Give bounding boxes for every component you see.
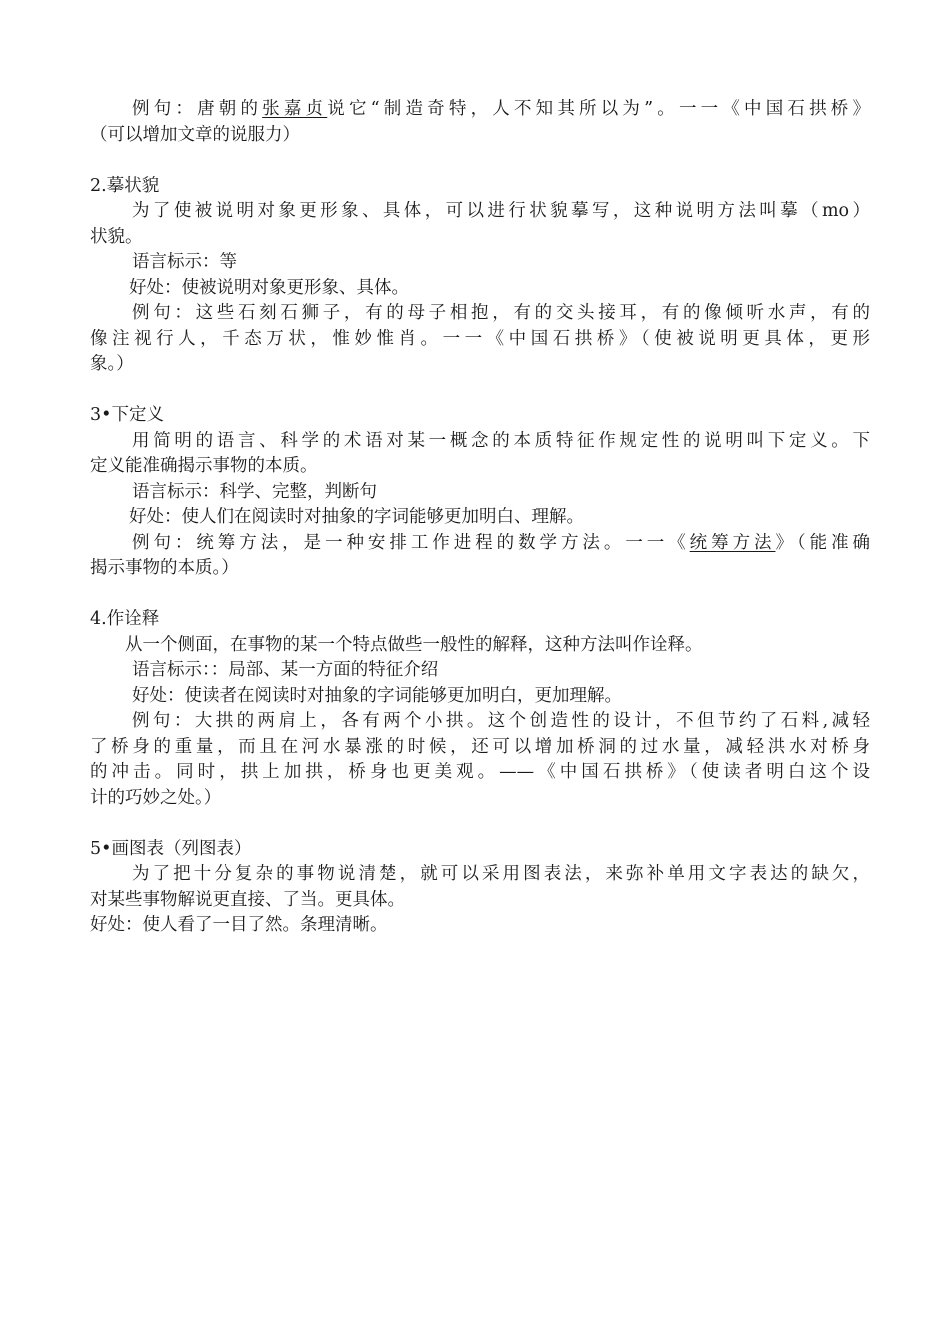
section-3-example-pre: 例句：统筹方法，是一种安排工作进程的数学方法。一一《 [132,532,690,553]
intro-example-continuation: （可以增加文章的说服力） [90,124,300,145]
section-5-heading: 5•画图表（列图表） [90,838,252,859]
section-4-example-4: 计的巧妙之处。） [90,787,222,808]
section-4-example-3: 的冲击。同时，拱上加拱，桥身也更美观。——《中国石拱桥》（使读者明白这个设 [90,762,870,782]
intro-example-pre: 例句：唐朝的 [132,99,263,119]
section-5-definition-1: 为了把十分复杂的事物说清楚，就可以采用图表法，来弥补单用文字表达的缺欠， [132,864,870,884]
intro-example-post: 说它“制造奇特，人不知其所以为”。一一《中国石拱桥》 [327,99,871,119]
section-3-example-1 [90,531,870,557]
section-2-example-1: 例句：这些石刻石狮子，有的母子相抱，有的交头接耳，有的像倾听水声，有的 [132,303,870,323]
section-3-example-post: 》（能准确 [775,532,871,553]
section-3-example-2: 揭示事物的本质。） [90,558,239,578]
section-5-benefit: 好处：使人看了一目了然。条理清晰。 [90,915,388,935]
section-3-benefit: 好处：使人们在阅读时对抽象的字词能够更加明白、理解。 [129,507,584,527]
spacer [90,148,870,174]
section-3-definition-2: 定义能准确揭示事物的本质。 [90,456,318,476]
section-4-heading: 4.作诠释 [90,609,160,629]
section-4-definition-1: 从一个侧面，在事物的某一个特点做些一般性的解释，这种方法叫作诠释。 [125,634,703,655]
spacer [90,582,870,608]
intro-example-line [90,97,870,123]
spacer [90,378,870,404]
section-4-example-2: 了桥身的重量，而且在河水暴涨的时候，还可以增加桥洞的过水量，减轻洪水对桥身 [90,736,870,757]
section-4-language-marker: 语言标示：：局部、某一方面的特征介绍 [132,660,439,680]
section-3-definition-1: 用简明的语言、科学的术语对某一概念的本质特征作规定性的说明叫下定义。下 [132,430,870,451]
tongchou-fangfa-link[interactable]: 统筹方法 [689,532,776,553]
section-2-benefit: 好处：使被说明对象更形象、具体。 [129,277,409,298]
section-5-definition-2: 对某些事物解说更直接、了当。更具体。 [90,889,405,910]
zhang-jiazhen-link[interactable]: 张嘉贞 [262,99,328,119]
section-4-example-1: 例句：大拱的两肩上，各有两个小拱。这个创造性的设计，不但节约了石料,减轻 [132,711,870,731]
section-2-example-2: 像注视行人，千态万状，惟妙惟肖。一一《中国石拱桥》（使被说明更具体，更形 [90,328,870,349]
section-3-language-marker: 语言标示：科学、完整，判断句 [132,481,377,502]
section-2-heading: 2.摹状貌 [90,175,160,196]
section-2-language-marker: 语言标示：等 [132,252,237,272]
section-2-example-3: 象。） [90,354,134,374]
section-2-definition-2: 状貌。 [90,226,143,247]
section-4-benefit: 好处：使读者在阅读时对抽象的字词能够更加明白，更加理解。 [132,685,622,706]
section-3-heading: 3•下定义 [90,405,164,425]
spacer [90,811,870,837]
section-2-definition-1: 为了使被说明对象更形象、具体，可以进行状貌摹写，这种说明方法叫摹（mo） [132,201,870,221]
